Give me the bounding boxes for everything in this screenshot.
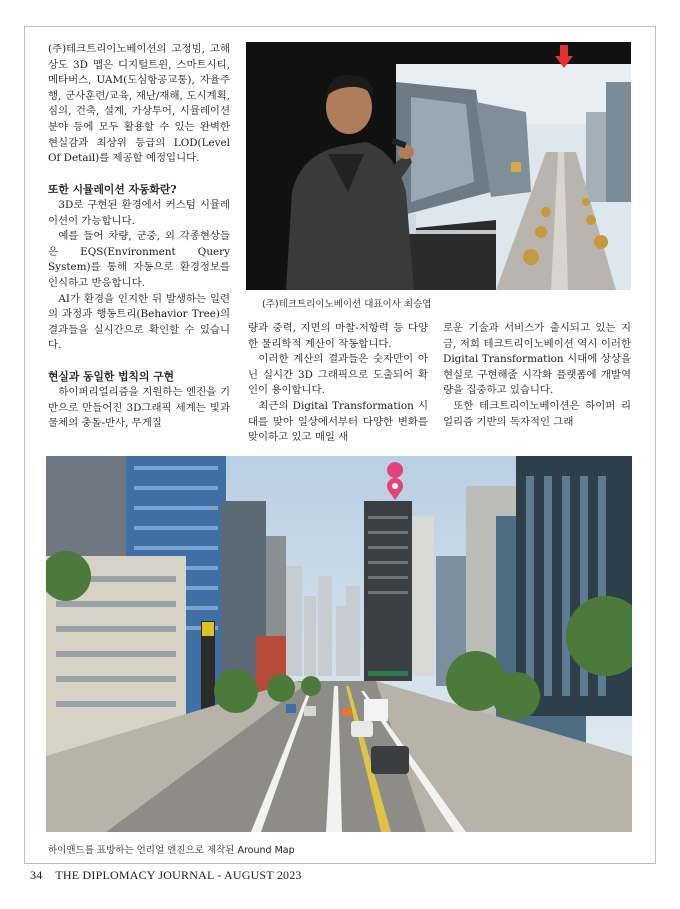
around-map-render	[46, 456, 632, 832]
section-heading: 현실과 동일한 법칙의 구현	[48, 370, 175, 384]
paragraph: 이러한 계산의 결과들은 숫자만이 아닌 실시간 3D 그래픽으로 도출되어 확인이 용이합니다.	[248, 353, 428, 397]
ceo-presentation-photo	[246, 42, 631, 290]
photo-caption: (주)테크트리이노베이션 대표이사 최승엽	[262, 299, 432, 310]
paragraph: (주)테크트리이노베이션의 고정빔, 고해상도 3D 맵은 디지털트윈, 스마트시티, 메타버스, UAM(도심항공교통), 자율주행, 군사훈련/교육, 재난/재해, 도시계획, 심의, 건축, 설계, 가상투어, 시뮬레이션 분야 등에 모두 활용할 수 있는 완벽한 현실감과 최상위 등급의 LOD(Level Of Detail)를 제공할 예정입니다.	[48, 43, 230, 165]
article-column-1	[48, 42, 230, 432]
paragraph: 또한 테크트리이노베이션은 하이퍼 리얼리즘 기반의 독자적인 그래	[443, 399, 631, 428]
publication-name: THE DIPLOMACY JOURNAL - AUGUST 2023	[55, 868, 302, 882]
article-column-3	[443, 321, 631, 430]
article-column-2	[248, 321, 428, 446]
paragraph: 3D로 구현된 환경에서 커스텀 시뮬레이션이 가능합니다.	[48, 198, 230, 227]
paragraph: 로운 기술과 서비스가 출시되고 있는 지금, 저희 테크트리이노베이션 역시 이러한 Digital Transformation 시대에 상상을 현실로 구현해줄 시각화 플랫폼에 개발역량을 집중하고 있습니다.	[443, 322, 631, 397]
paragraph: 최근의 Digital Transformation 시대를 맞아 일상에서부터 다양한 변화를 맞이하고 있고 매일 새	[248, 399, 428, 444]
page-footer	[30, 868, 312, 883]
paragraph: 예를 들어 차량, 군중, 외 각종현상들은 EQS(Environment Query System)를 통해 자동으로 환경정보를 인식하고 반응합니다.	[48, 230, 230, 289]
photo-caption: 하이앤드를 표방하는 언리얼 엔진으로 제작된 Around Map	[48, 845, 295, 856]
section-heading: 또한 시뮬레이션 자동화란?	[48, 183, 177, 197]
paragraph: AI가 환경을 인지한 뒤 발생하는 일련의 과정과 행동트리(Behavior Tree)의 결과들을 실시간으로 확인할 수 있습니다.	[48, 292, 230, 352]
paragraph: 하이퍼리얼리즘을 지원하는 엔진을 기반으로 만들어진 3D그래픽 세계는 빛과 물체의 충돌-반사, 무게질	[48, 386, 230, 430]
paragraph: 량과 중력, 지면의 마찰-저항력 등 다양한 물리학적 계산이 작동합니다.	[248, 322, 428, 350]
page-number: 34	[30, 868, 43, 882]
